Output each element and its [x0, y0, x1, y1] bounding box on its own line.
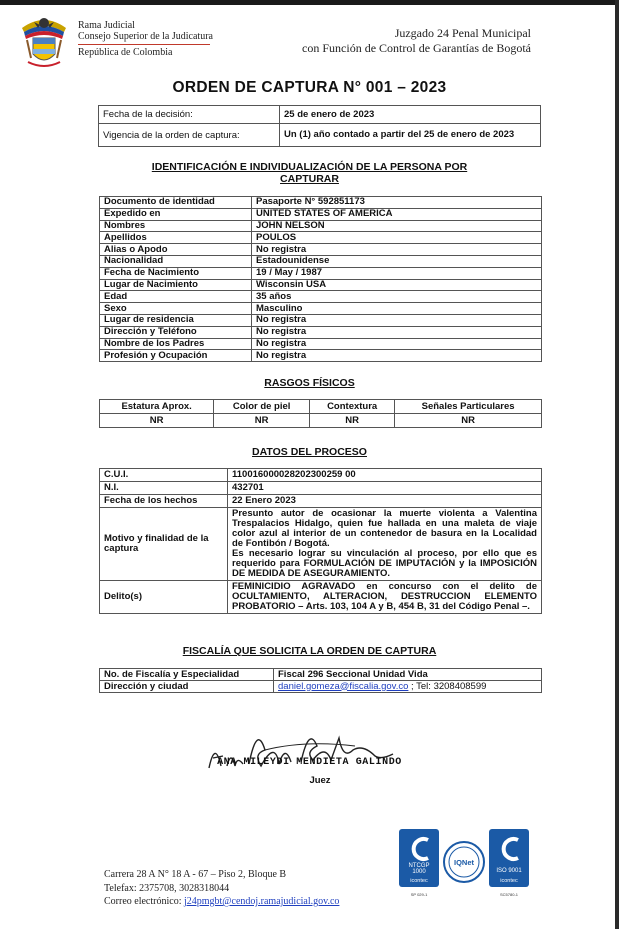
table-row [100, 291, 542, 303]
decision-date-value: 25 de enero de 2023 [280, 106, 541, 124]
table-row [99, 106, 541, 124]
ntcgp-badge-icon [398, 828, 446, 902]
institution-block [78, 20, 213, 58]
table-row [100, 267, 542, 279]
iso-certification-badge [488, 828, 536, 902]
footer-email-label: Correo electrónico: [104, 896, 184, 907]
office-value: Fiscal 296 Seccional Unidad Vida [274, 669, 542, 681]
prosecutor-table [99, 668, 542, 693]
iso-org: icontec [500, 878, 518, 884]
physical-heading: RASGOS FÍSICOS [264, 377, 355, 389]
footer-email-link[interactable]: j24pmgbt@cendoj.ramajudicial.gov.co [183, 896, 340, 907]
table-row [100, 197, 542, 209]
physical-header-height: Estatura Aprox. [100, 400, 214, 414]
facts-date-label: Fecha de los hechos [100, 495, 228, 508]
iqnet-label: IQNet [453, 858, 475, 867]
motive-paragraph-1: Presunto autor de ocasionar la muerte violenta a Valentina Trespalacios Hidalgo, quien fue hallada en una maleta de viaje color azul al interior de un contenedor de basura en la Localidad de Fontibón / Bogotá. [232, 508, 537, 549]
table-row [100, 338, 542, 350]
physical-table [99, 399, 542, 428]
iso-code: SC5780-1 [499, 892, 519, 897]
physical-value-marks: NR [395, 414, 542, 428]
footer-address: Carrera 28 A N° 18 A - 67 – Piso 2, Bloque B [104, 869, 287, 880]
identification-label: Expedido en [100, 208, 252, 220]
process-heading: DATOS DEL PROCESO [252, 446, 367, 458]
coat-of-arms-logo [18, 14, 70, 70]
process-table [99, 468, 542, 614]
table-row [100, 669, 542, 681]
handwritten-signature [205, 720, 405, 778]
judge-name: ANA MILEYDI MENDIETA GALINDO [217, 757, 402, 768]
identification-label: Profesión y Ocupación [100, 350, 252, 362]
identification-label: Documento de identidad [100, 197, 252, 209]
institution-divider [78, 44, 210, 45]
table-row [100, 244, 542, 256]
prosecutor-email-link[interactable]: daniel.gomeza@fiscalia.gov.co [278, 680, 409, 692]
identification-label: Nacionalidad [100, 255, 252, 267]
physical-header-marks: Señales Particulares [395, 400, 542, 414]
footer-email-line [104, 895, 339, 909]
table-row [100, 314, 542, 326]
institution-council: Consejo Superior de la Judicatura [78, 31, 213, 42]
table-row [100, 495, 542, 508]
identification-label: Edad [100, 291, 252, 303]
physical-header-skin: Color de piel [214, 400, 310, 414]
ntcgp-line1: NTCGP [408, 863, 430, 869]
identification-heading-line1: IDENTIFICACIÓN E INDIVIDUALIZACIÓN DE LA PERSONA POR [151, 161, 468, 173]
identification-value: JOHN NELSON [252, 220, 542, 232]
address-label: Dirección y ciudad [100, 681, 274, 693]
institution-country: República de Colombia [78, 47, 173, 58]
facts-date-value: 22 Enero 2023 [228, 495, 542, 508]
court-function: con Función de Control de Garantías de Bogotá [302, 41, 531, 55]
decision-date-label: Fecha de la decisión: [99, 106, 280, 124]
office-label: No. de Fiscalía y Especialidad [100, 669, 274, 681]
ntcgp-code: SP 029-1 [410, 892, 428, 897]
identification-label: Alias o Apodo [100, 244, 252, 256]
identification-value: Masculino [252, 303, 542, 315]
identification-table [99, 196, 542, 362]
table-row [100, 469, 542, 482]
validity-label: Vigencia de la orden de captura: [99, 124, 280, 147]
ni-label: N.I. [100, 482, 228, 495]
cui-value: 110016000028202300259 00 [228, 469, 542, 482]
table-row [100, 508, 542, 581]
institution-name: Rama Judicial [78, 20, 135, 31]
identification-value: Pasaporte N° 592851173 [252, 197, 542, 209]
identification-value: No registra [252, 350, 542, 362]
court-block [271, 26, 531, 56]
ni-value: 432701 [228, 482, 542, 495]
table-row [100, 220, 542, 232]
ntcgp-org: icontec [410, 878, 428, 884]
table-row [100, 400, 542, 414]
identification-label: Nombres [100, 220, 252, 232]
identification-label: Lugar de residencia [100, 314, 252, 326]
identification-value: UNITED STATES OF AMERICA [252, 208, 542, 220]
identification-value: Wisconsin USA [252, 279, 542, 291]
iso-line1: ISO 9001 [496, 868, 522, 874]
right-border [615, 0, 619, 929]
ntcgp-certification-badge [398, 828, 446, 902]
iqnet-badge-icon [442, 840, 488, 886]
identification-value: Estadounidense [252, 255, 542, 267]
motive-label: Motivo y finalidad de la captura [100, 508, 228, 581]
footer-contact [104, 868, 339, 909]
footer-phones: Telefax: 2375708, 3028318044 [104, 882, 230, 894]
motive-paragraph-2: Es necesario lograr su vinculación al proceso, por ello que es requerido para FORMULACIÓN DE IMPUTACIÓN y la IMPOSICIÓN DE MEDIDA DE ASEGURAMIENTO. [232, 548, 537, 579]
prosecutor-phone: ; Tel: 3208408599 [408, 680, 487, 692]
top-border [0, 0, 619, 5]
identification-label: Dirección y Teléfono [100, 326, 252, 338]
cui-label: C.U.I. [100, 469, 228, 482]
table-row [100, 326, 542, 338]
ntcgp-line2: 1000 [412, 869, 426, 875]
prosecutor-heading: FISCALÍA QUE SOLICITA LA ORDEN DE CAPTURA [182, 645, 437, 657]
court-name: Juzgado 24 Penal Municipal [394, 26, 531, 40]
document-title: ORDEN DE CAPTURA N° 001 – 2023 [172, 79, 447, 96]
identification-label: Lugar de Nacimiento [100, 279, 252, 291]
identification-value: 19 / May / 1987 [252, 267, 542, 279]
iqnet-certification-badge [442, 840, 490, 914]
decision-table [98, 105, 541, 147]
table-row [100, 414, 542, 428]
table-row [99, 124, 541, 147]
identification-label: Fecha de Nacimiento [100, 267, 252, 279]
iso-badge-icon [488, 828, 536, 902]
identification-label: Sexo [100, 303, 252, 315]
identification-value: No registra [252, 326, 542, 338]
identification-label: Apellidos [100, 232, 252, 244]
crime-value: FEMINICIDIO AGRAVADO en concurso con el delito de OCULTAMIENTO, ALTERACION, DESTRUCCION ELEMENTO PROBATORIO – Arts. 103, 104 A y B, 454 B, 31 del Código Penal –. [228, 581, 542, 614]
table-row [100, 303, 542, 315]
identification-value: No registra [252, 244, 542, 256]
identification-label: Nombre de los Padres [100, 338, 252, 350]
crime-label: Delito(s) [100, 581, 228, 614]
identification-value: POULOS [252, 232, 542, 244]
motive-value [228, 508, 542, 581]
physical-value-height: NR [100, 414, 214, 428]
table-row [100, 681, 542, 693]
identification-value: No registra [252, 338, 542, 350]
judge-role: Juez [309, 775, 331, 786]
table-row [100, 581, 542, 614]
identification-value: No registra [252, 314, 542, 326]
table-row [100, 482, 542, 495]
identification-value: 35 años [252, 291, 542, 303]
address-value [274, 681, 542, 693]
physical-value-build: NR [310, 414, 395, 428]
physical-header-build: Contextura [310, 400, 395, 414]
validity-value: Un (1) año contado a partir del 25 de enero de 2023 [280, 124, 541, 147]
identification-heading-line2: CAPTURAR [280, 173, 339, 185]
physical-value-skin: NR [214, 414, 310, 428]
table-row [100, 350, 542, 362]
table-row [100, 232, 542, 244]
table-row [100, 208, 542, 220]
table-row [100, 255, 542, 267]
identification-heading [0, 161, 619, 185]
table-row [100, 279, 542, 291]
